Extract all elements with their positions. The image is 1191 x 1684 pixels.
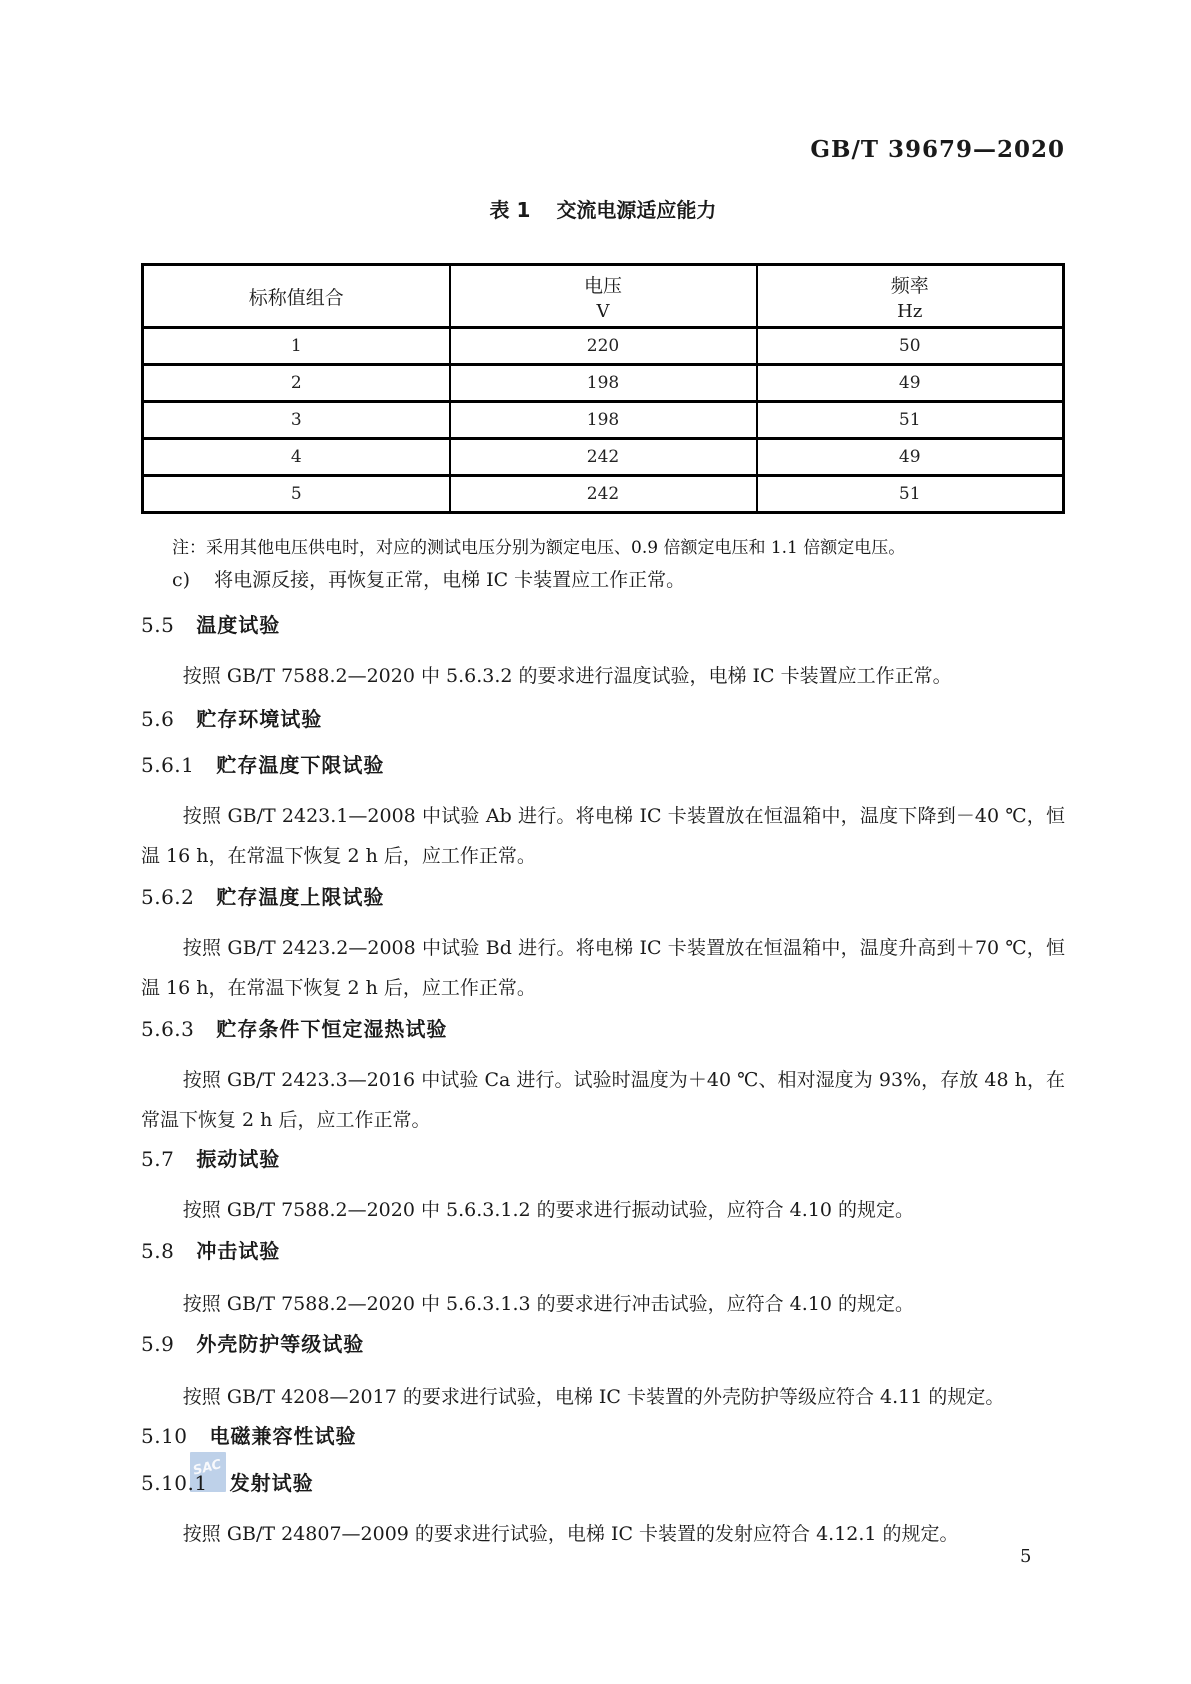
section-heading-5-8	[141, 1238, 1065, 1264]
document-code	[141, 136, 1065, 163]
cell-combination: 5	[143, 476, 450, 513]
table-row	[143, 365, 1064, 402]
section-title: 外壳防护等级试验	[196, 1332, 365, 1356]
col-header-frequency-label: 频率	[890, 274, 929, 297]
cell-voltage: 242	[450, 476, 757, 513]
document-code-text: GB/T 39679—2020	[810, 136, 1065, 163]
section-heading-5-10-1	[141, 1470, 1065, 1496]
cell-voltage: 198	[450, 365, 757, 402]
section-number: 5.9	[141, 1332, 175, 1356]
section-heading-5-6	[141, 706, 1065, 732]
section-paragraph-5-5: 按照 GB/T 7588.2—2020 中 5.6.3.2 的要求进行温度试验，电梯 IC 卡装置应工作正常。	[182, 665, 952, 687]
table-header-row	[143, 265, 1064, 328]
cell-combination: 4	[143, 439, 450, 476]
section-paragraph-5-7: 按照 GB/T 7588.2—2020 中 5.6.3.1.2 的要求进行振动试验，应符合 4.10 的规定。	[182, 1199, 915, 1221]
col-header-combination	[143, 265, 450, 328]
section-number: 5.6.3	[141, 1017, 195, 1041]
section-title: 振动试验	[196, 1147, 281, 1171]
col-header-voltage-unit: V	[596, 300, 610, 322]
section-heading-5-9	[141, 1331, 1065, 1357]
cell-voltage: 198	[450, 402, 757, 439]
cell-combination: 1	[143, 328, 450, 365]
table-row	[143, 439, 1064, 476]
cell-combination: 3	[143, 402, 450, 439]
table-title-text: 交流电源适应能力	[556, 198, 717, 222]
table-row	[143, 328, 1064, 365]
cell-voltage: 220	[450, 328, 757, 365]
section-heading-5-6-2	[141, 884, 1065, 910]
section-number: 5.5	[141, 613, 175, 637]
cell-frequency: 49	[757, 439, 1064, 476]
section-heading-5-7	[141, 1146, 1065, 1172]
cell-frequency: 50	[757, 328, 1064, 365]
section-title: 电磁兼容性试验	[209, 1424, 357, 1448]
section-number: 5.8	[141, 1239, 175, 1263]
section-title: 贮存环境试验	[196, 707, 323, 731]
cell-combination: 2	[143, 365, 450, 402]
section-heading-5-6-1	[141, 752, 1065, 778]
section-title: 发射试验	[229, 1471, 314, 1495]
table-note: 注：采用其他电压供电时，对应的测试电压分别为额定电压、0.9 倍额定电压和 1.1 倍额定电压。	[172, 538, 906, 558]
section-number: 5.10	[141, 1424, 188, 1448]
cell-voltage: 242	[450, 439, 757, 476]
section-paragraph-5-6-1: 按照 GB/T 2423.1—2008 中试验 Ab 进行。将电梯 IC 卡装置放在恒温箱中，温度下降到－40 ℃，恒温 16 h，在常温下恢复 2 h 后，应工作正常。	[141, 805, 1065, 867]
table-title-label: 表 1	[489, 198, 531, 222]
table-row	[143, 402, 1064, 439]
section-number: 5.6.2	[141, 885, 195, 909]
section-number: 5.10.1	[141, 1471, 208, 1495]
col-header-voltage	[450, 265, 757, 328]
section-paragraph-5-9: 按照 GB/T 4208—2017 的要求进行试验，电梯 IC 卡装置的外壳防护等级应符合 4.11 的规定。	[182, 1386, 1005, 1408]
list-item-c-text: 将电源反接，再恢复正常，电梯 IC 卡装置应工作正常。	[214, 569, 686, 591]
cell-frequency: 51	[757, 476, 1064, 513]
section-number: 5.6.1	[141, 753, 195, 777]
section-title: 冲击试验	[196, 1239, 281, 1263]
section-title: 贮存温度下限试验	[216, 753, 385, 777]
table-row	[143, 476, 1064, 513]
ac-power-table	[141, 263, 1065, 514]
section-number: 5.6	[141, 707, 175, 731]
section-paragraph-5-8: 按照 GB/T 7588.2—2020 中 5.6.3.1.3 的要求进行冲击试验，应符合 4.10 的规定。	[182, 1293, 915, 1315]
section-paragraph-5-6-2: 按照 GB/T 2423.2—2008 中试验 Bd 进行。将电梯 IC 卡装置放在恒温箱中，温度升高到＋70 ℃，恒温 16 h，在常温下恢复 2 h 后，应工作正常。	[141, 937, 1065, 999]
section-paragraph-5-6-3: 按照 GB/T 2423.3—2016 中试验 Ca 进行。试验时温度为＋40 ℃、相对湿度为 93%，存放 48 h，在常温下恢复 2 h 后，应工作正常。	[141, 1069, 1065, 1131]
section-title: 温度试验	[196, 613, 281, 637]
scan-watermark-text: SAC	[191, 1457, 223, 1479]
col-header-frequency	[757, 265, 1064, 328]
cell-frequency: 51	[757, 402, 1064, 439]
section-heading-5-5	[141, 612, 1065, 638]
section-paragraph-5-10-1: 按照 GB/T 24807—2009 的要求进行试验，电梯 IC 卡装置的发射应符合 4.12.1 的规定。	[182, 1523, 959, 1545]
col-header-combination-label: 标称值组合	[248, 286, 344, 309]
list-item-c-label: c)	[172, 569, 191, 591]
section-title: 贮存条件下恒定湿热试验	[216, 1017, 448, 1041]
table-title	[141, 194, 1065, 223]
section-title: 贮存温度上限试验	[216, 885, 385, 909]
col-header-voltage-label: 电压	[583, 274, 622, 297]
col-header-frequency-unit: Hz	[897, 300, 923, 322]
list-item-c	[172, 566, 1065, 594]
section-heading-5-6-3	[141, 1016, 1065, 1042]
page-number: 5	[1020, 1546, 1032, 1567]
section-heading-5-10	[141, 1423, 1065, 1449]
section-number: 5.7	[141, 1147, 175, 1171]
cell-frequency: 49	[757, 365, 1064, 402]
